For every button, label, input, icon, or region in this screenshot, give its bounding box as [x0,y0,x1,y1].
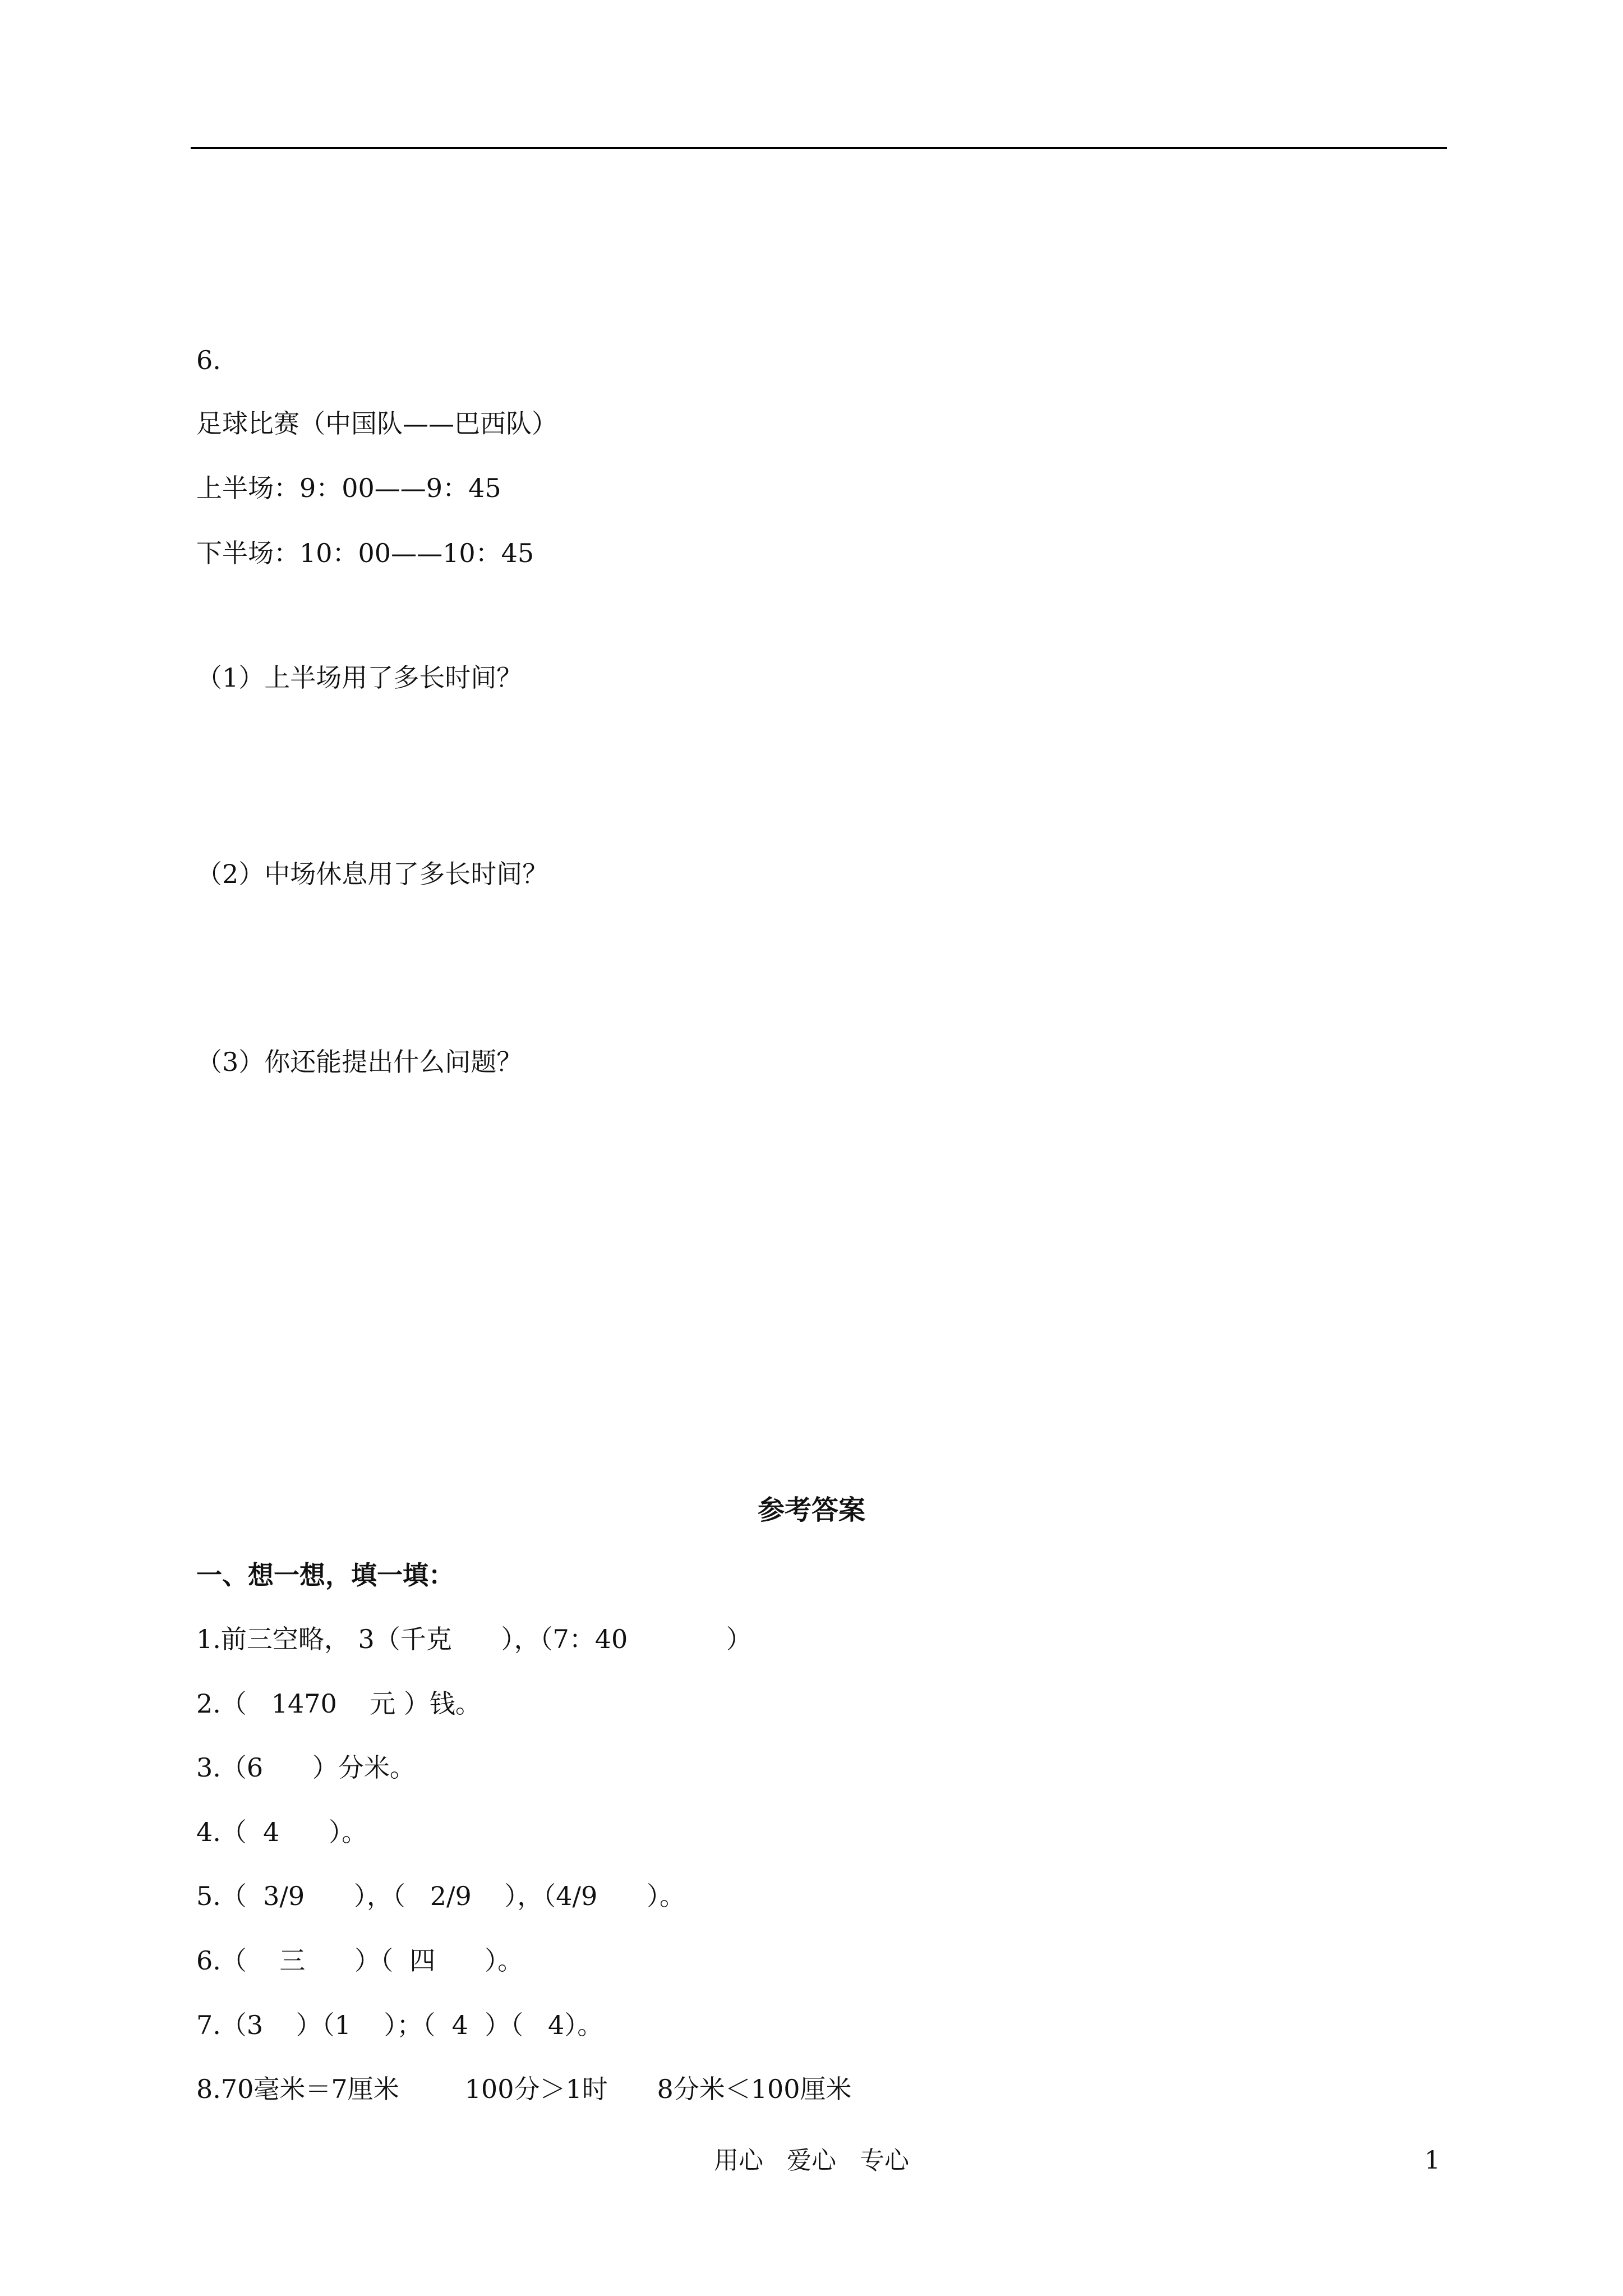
answer-item-8: 8.70毫米＝7厘米 100分＞1时 8分米＜100厘米 [196,2074,852,2104]
second-half-time: 下半场：10：00——10：45 [196,538,534,568]
section-heading: 一、想一想，填一填： [196,1560,454,1590]
answer-item-1: 1.前三空略， 3（千克 ），（7：40 ） [196,1624,752,1654]
sub-question-3: （3）你还能提出什么问题？ [196,1047,523,1077]
answer-item-6: 6.（ 三 ）（ 四 ）。 [196,1945,524,1976]
sub-question-2: （2）中场休息用了多长时间？ [196,859,548,889]
first-half-time: 上半场：9：00——9：45 [196,473,501,503]
answer-item-5: 5.（ 3/9 ），（ 2/9 ），（4/9 ）。 [196,1881,686,1911]
answer-item-2: 2.（ 1470 元 ）钱。 [196,1688,481,1719]
answer-item-4: 4.（ 4 ）。 [196,1817,368,1847]
answers-title: 参考答案 [757,1494,865,1526]
footer-motto: 用心 爱心 专心 [714,2146,909,2175]
sub-question-1: （1）上半场用了多长时间？ [196,662,523,693]
header-rule [191,147,1447,149]
answer-item-3: 3.（6 ）分米。 [196,1752,416,1783]
answer-item-7: 7.（3 ）（1 ）；（ 4 ）（ 4）。 [196,2010,603,2040]
page-number: 1 [1424,2146,1440,2175]
match-title: 足球比赛（中国队——巴西队） [196,408,557,439]
question-number: 6. [196,345,221,375]
